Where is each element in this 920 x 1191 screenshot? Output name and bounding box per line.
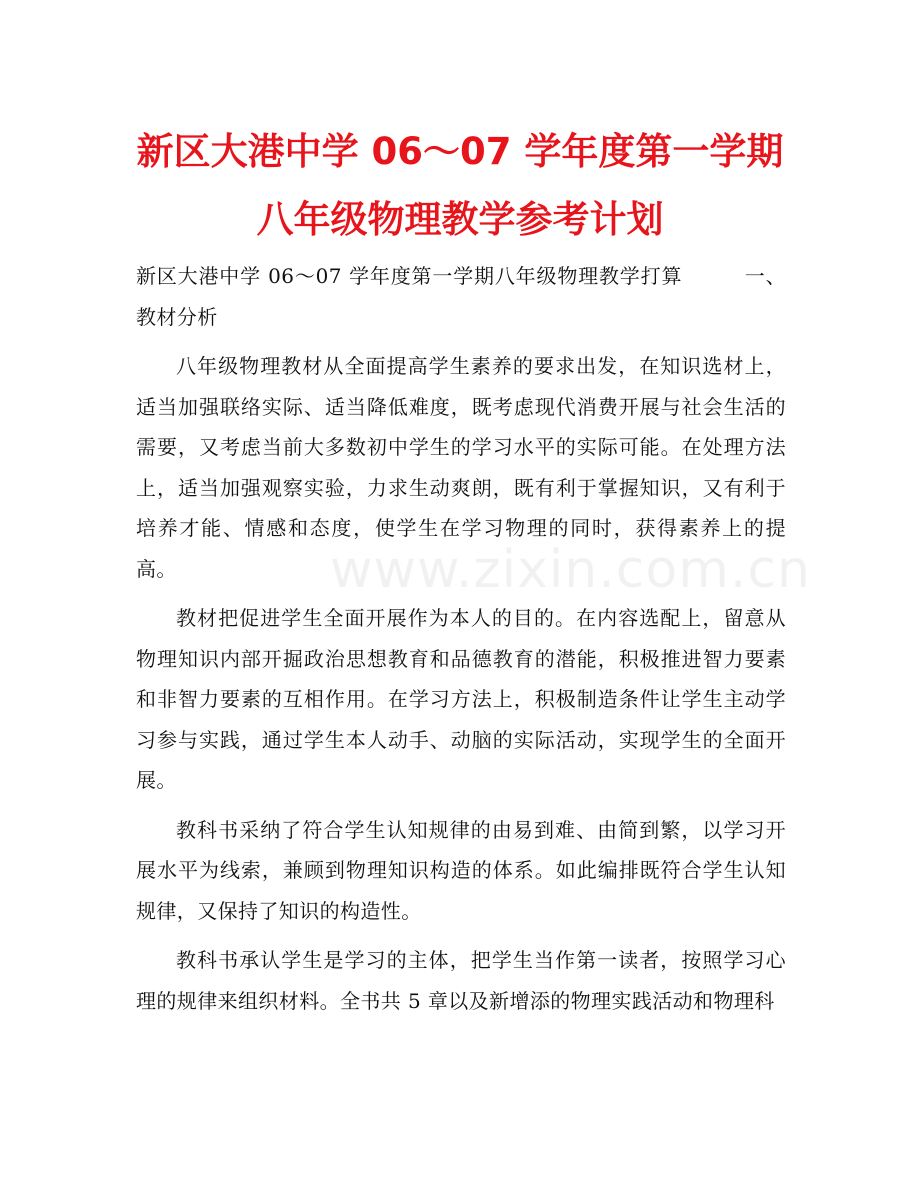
paragraph-1: 八年级物理教材从全面提高学生素养的要求出发，在知识选材上，适当加强联络实际、适当降低难度，既考虑现代消费开展与社会生活的需要，又考虑当前大多数初中学生的学习水平的实际可能。在处理方法上，适当加强观察实验，力求生动爽朗，既有利于掌握知识，又有利于培养才能、情感和态度，使学生在学习物理的同时，获得素养上的提高。 <box>136 354 786 581</box>
watermark: www.zixin.com.cn <box>330 540 811 600</box>
intro-line: 新区大港中学 06～07 学年度第一学期八年级物理教学打算 一、教材分析 <box>136 264 786 329</box>
paragraph-3: 教科书采纳了符合学生认知规律的由易到难、由简到繁，以学习开展水平为线索，兼顾到物理知识构造的体系。如此编排既符合学生认知规律，又保持了知识的构造性。 <box>136 817 786 923</box>
paragraph-2: 教材把促进学生全面开展作为本人的目的。在内容选配上，留意从物理知识内部开掘政治思想教育和品德教育的潜能，积极推进智力要素和非智力要素的互相作用。在学习方法上，积极制造条件让学生主动学习参与实践，通过学生本人动手、动脑的实际活动，实现学生的全面开展。 <box>136 606 786 792</box>
document-body <box>136 256 786 1030</box>
document-title: 新区大港中学 06～07 学年度第一学期八年级物理教学参考计划 <box>136 130 784 241</box>
paragraph-4: 教科书承认学生是学习的主体，把学生当作第一读者，按照学习心理的规律来组织材料。全书共 5 章以及新增添的物理实践活动和物理科 <box>136 948 786 1013</box>
